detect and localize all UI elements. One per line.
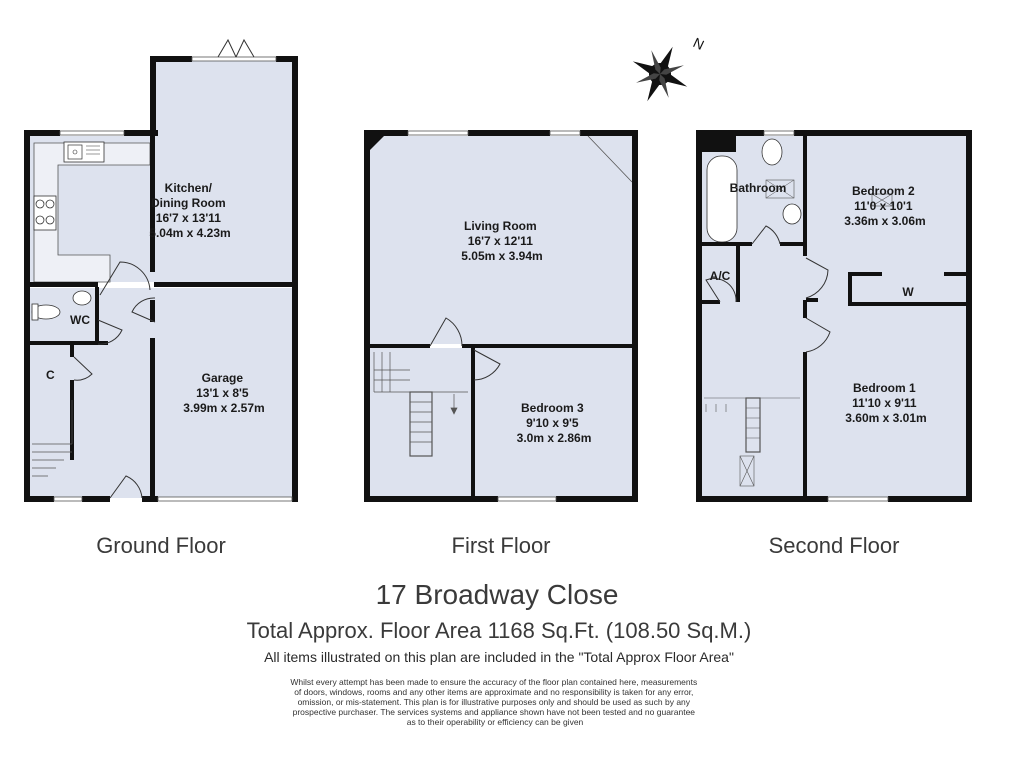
compass-icon <box>620 34 700 114</box>
kitchen-dining-room <box>154 60 294 282</box>
area-note: All items illustrated on this plan are included in the "Total Approx Floor Area" <box>264 649 734 665</box>
living-room-label: Living Room 16'7 x 12'11 5.05m x 3.94m <box>461 219 543 263</box>
second-floor-plan <box>696 130 972 558</box>
total-area: Total Approx. Floor Area 1168 Sq.Ft. (108.50 Sq.M.) <box>246 618 752 643</box>
bathroom-label: Bathroom <box>729 181 787 195</box>
landing <box>370 348 474 498</box>
second-floor-label: Second Floor <box>768 533 900 558</box>
bedroom-2-label: Bedroom 2 11'0 x 10'1 3.36m x 3.06m <box>844 184 926 228</box>
cupboard-label: C <box>46 368 55 382</box>
ground-floor-label: Ground Floor <box>96 533 226 558</box>
compass-north-label: N <box>690 34 707 53</box>
hall-upper <box>98 288 154 344</box>
bedroom-1-label: Bedroom 1 11'10 x 9'11 3.60m x 3.01m <box>845 381 927 425</box>
first-floor-plan <box>364 130 638 558</box>
bedroom-3-label: Bedroom 3 9'10 x 9'5 3.0m x 2.86m <box>516 401 592 445</box>
ground-floor-plan <box>24 40 298 558</box>
ac-label: A/C <box>709 269 731 283</box>
wardrobe-label: W <box>902 285 914 299</box>
wc-label: WC <box>70 313 90 327</box>
kitchen-label: Kitchen/ Dining Room 16'7 x 13'11 5.04m x 4.23m <box>149 181 231 240</box>
property-title: 17 Broadway Close <box>375 579 619 610</box>
bath <box>707 156 737 242</box>
first-floor-label: First Floor <box>451 533 551 558</box>
garage-label: Garage 13'1 x 8'5 3.99m x 2.57m <box>183 371 265 415</box>
disclaimer: Whilst every attempt has been made to ensure the accuracy of the floor plan contained here, measurements of doors, windows, rooms and any other items are approximate and no responsibility is taken for any error, omission, or mis-statement. This plan is for illustrative purposes only and should be used as such by any prospective purchaser. The services systems and appliance shown have not been tested and no guarantee as to their operability or efficiency can be given <box>290 677 698 727</box>
